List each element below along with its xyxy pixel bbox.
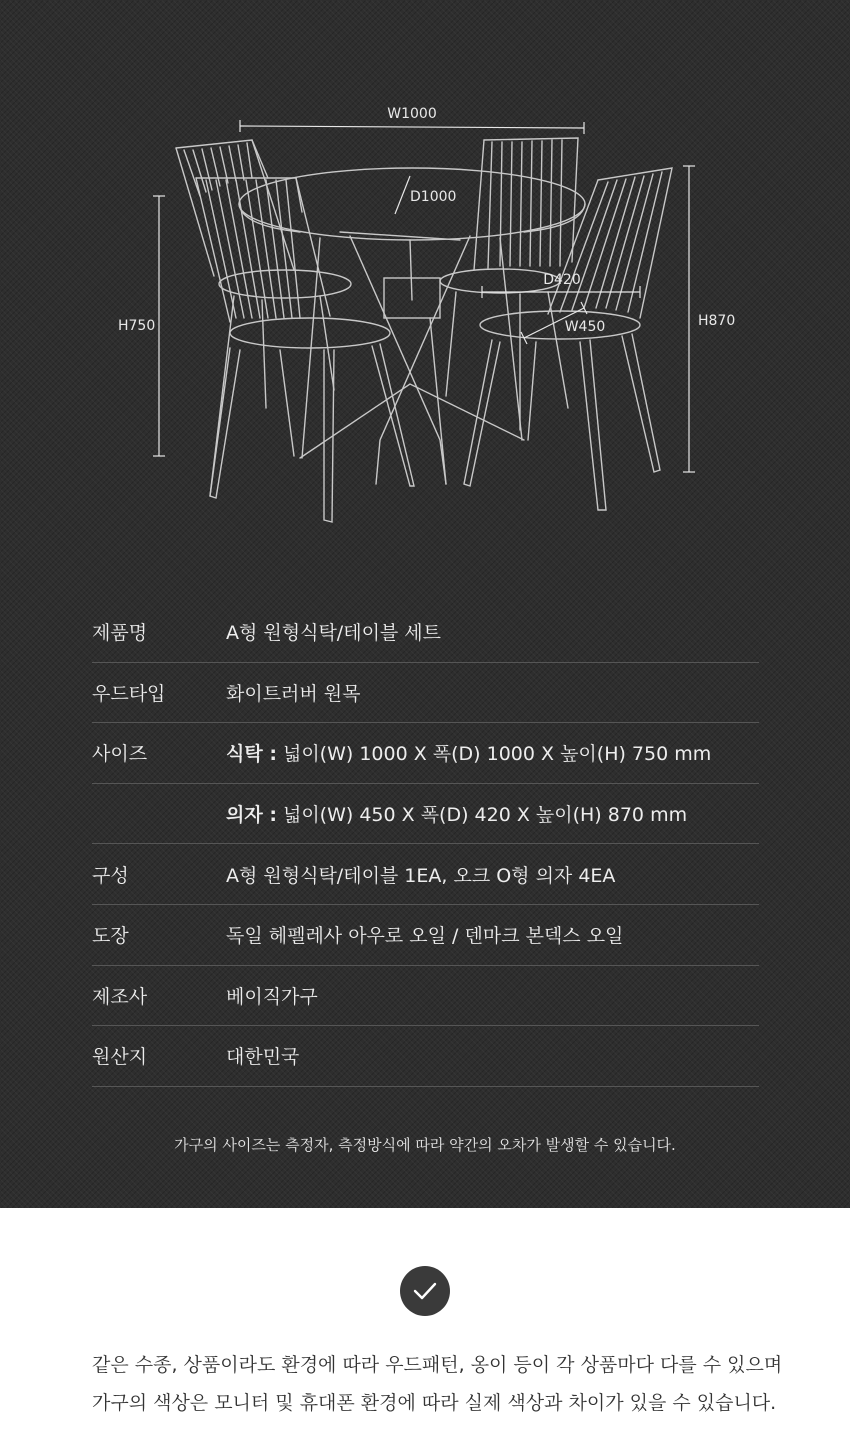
table-width-label: W1000: [387, 106, 437, 122]
chair-size-prefix: 의자 :: [226, 804, 277, 827]
check-icon: [400, 1266, 450, 1316]
spec-value: A형 원형식탁/테이블 1EA, 오크 O형 의자 4EA: [226, 864, 616, 887]
size-tolerance-note: 가구의 사이즈는 측정자, 측정방식에 따라 약간의 오차가 발생할 수 있습니다.: [174, 1136, 676, 1154]
spec-row-composition: [92, 844, 759, 905]
spec-label: 구성: [92, 864, 129, 887]
table-height-label: H750: [118, 318, 156, 334]
disclaimer-line: 같은 수종, 상품이라도 환경에 따라 우드패턴, 옹이 등이 각 상품마다 다를 수 있으며: [92, 1354, 783, 1376]
chair-depth-label: D420: [543, 272, 581, 288]
table-depth-label: D1000: [410, 189, 457, 205]
spec-label: 사이즈: [92, 743, 148, 766]
spec-row-wood-type: [92, 663, 759, 724]
spec-value: 화이트러버 원목: [226, 682, 361, 705]
spec-row-origin: [92, 1026, 759, 1087]
disclaimer-line: 가구의 색상은 모니터 및 휴대폰 환경에 따라 실제 색상과 차이가 있을 수 있습니다.: [92, 1392, 777, 1414]
chair-width-label: W450: [564, 319, 606, 335]
spec-label: 제조사: [92, 985, 148, 1008]
spec-row-product-name: [92, 602, 759, 663]
spec-row-size-chair: [92, 784, 759, 845]
spec-value: [226, 739, 759, 766]
spec-value: [226, 800, 759, 827]
table-size-prefix: 식탁 :: [226, 743, 277, 766]
spec-row-size-table: [92, 723, 759, 784]
spec-row-manufacturer: [92, 966, 759, 1027]
spec-table: [92, 602, 759, 1087]
spec-value: A형 원형식탁/테이블 세트: [226, 622, 442, 645]
furniture-dimension-drawing: [0, 0, 850, 560]
spec-label: 우드타입: [92, 682, 166, 705]
spec-value: 베이직가구: [226, 985, 318, 1008]
chair-height-label: H870: [698, 313, 736, 329]
spec-label: 원산지: [92, 1046, 148, 1069]
spec-value: 대한민국: [226, 1046, 300, 1069]
spec-value: 독일 헤펠레사 아우로 오일 / 덴마크 본덱스 오일: [226, 925, 624, 948]
chair-size-value: 넓이(W) 450 X 폭(D) 420 X 높이(H) 870 mm: [282, 804, 688, 827]
spec-row-finish: [92, 905, 759, 966]
spec-label: 제품명: [92, 622, 148, 645]
spec-label: 도장: [92, 925, 129, 948]
product-disclaimer: [92, 1346, 783, 1422]
table-size-value: 넓이(W) 1000 X 폭(D) 1000 X 높이(H) 750 mm: [282, 743, 712, 766]
